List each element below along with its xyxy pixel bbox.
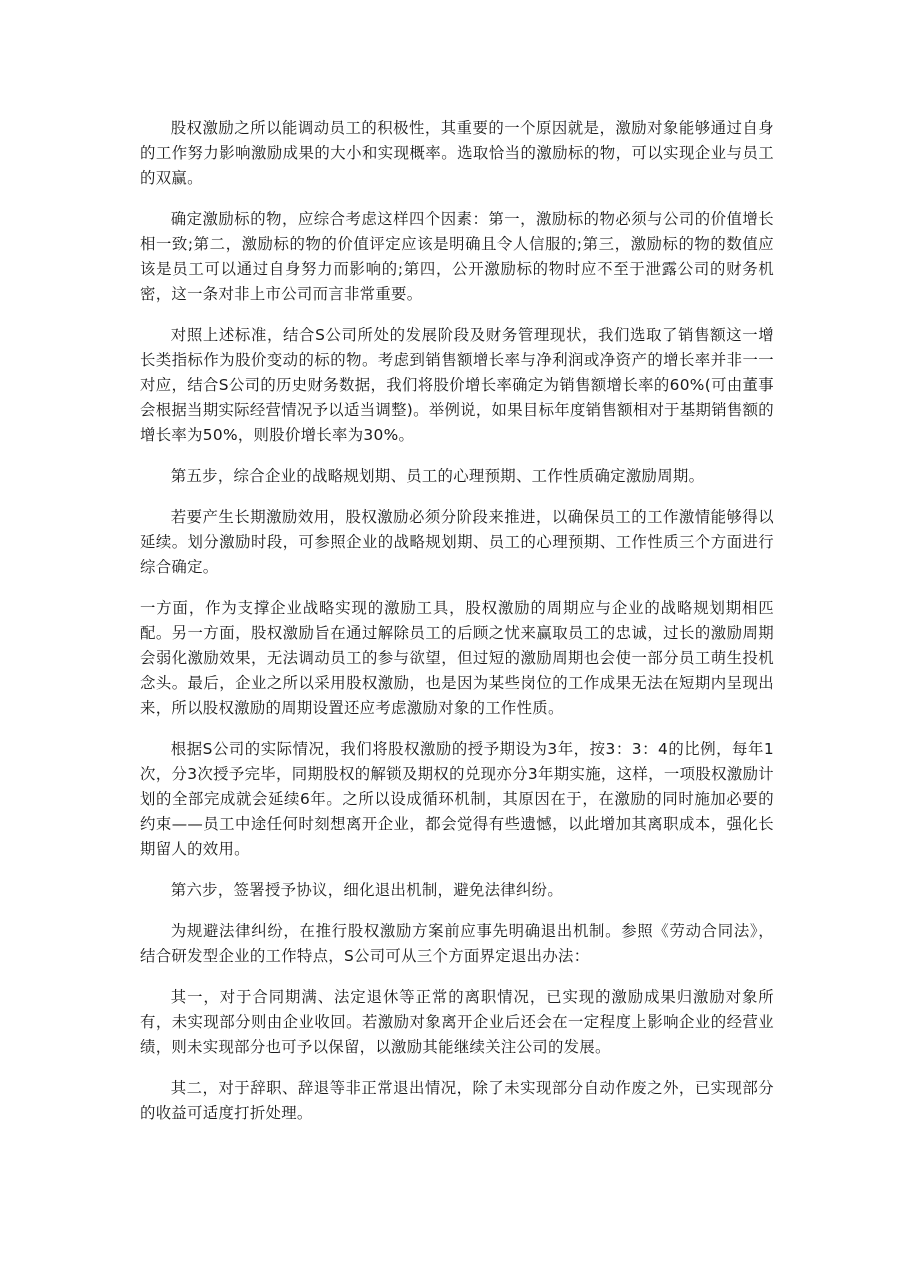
paragraph-6: 一方面，作为支撑企业战略实现的激励工具，股权激励的周期应与企业的战略规划期相匹配。另一方面，股权激励旨在通过解除员工的后顾之忧来赢取员工的忠诚，过长的激励周期会弱化激励效果，无法调动员工的参与欲望，但过短的激励周期也会使一部分员工萌生投机念头。最后，企业之所以采用股权激励，也是因为某些岗位的工作成果无法在短期内呈现出来，所以股权激励的周期设置还应考虑激励对象的工作性质。	[140, 599, 774, 717]
paragraph-8: 第六步，签署授予协议，细化退出机制，避免法律纠纷。	[170, 881, 564, 899]
paragraph-11: 其二，对于辞职、辞退等非正常退出情况，除了未实现部分自动作废之外，已实现部分的收益可适度打折处理。	[140, 1079, 774, 1122]
paragraph-3: 对照上述标准，结合S公司所处的发展阶段及财务管理现状，我们选取了销售额这一增长类指标作为股价变动的标的物。考虑到销售额增长率与净利润或净资产的增长率并非一一对应，结合S公司的历史财务数据，我们将股价增长率确定为销售额增长率的60%(可由董事会根据当期实际经营情况予以适当调整)。举例说，如果目标年度销售额相对于基期销售额的增长率为50%，则股价增长率为30%。	[140, 326, 774, 444]
document-body	[140, 116, 774, 1142]
paragraph-10: 其一，对于合同期满、法定退休等正常的离职情况，已实现的激励成果归激励对象所有，未实现部分则由企业收回。若激励对象离开企业后还会在一定程度上影响企业的经营业绩，则未实现部分也可予以保留，以激励其能继续关注公司的发展。	[140, 988, 774, 1056]
paragraph-5: 若要产生长期激励效用，股权激励必须分阶段来推进，以确保员工的工作激情能够得以延续。划分激励时段，可参照企业的战略规划期、员工的心理预期、工作性质三个方面进行综合确定。	[140, 508, 774, 576]
paragraph-4: 第五步，综合企业的战略规划期、员工的心理预期、工作性质确定激励周期。	[170, 467, 705, 485]
paragraph-2: 确定激励标的物，应综合考虑这样四个因素：第一，激励标的物必须与公司的价值增长相一致;第二，激励标的物的价值评定应该是明确且令人信服的;第三，激励标的物的数值应该是员工可以通过自身努力而影响的;第四，公开激励标的物时应不至于泄露公司的财务机密，这一条对非上市公司而言非常重要。	[140, 210, 774, 303]
paragraph-9: 为规避法律纠纷，在推行股权激励方案前应事先明确退出机制。参照《劳动合同法》，结合研发型企业的工作特点，S公司可从三个方面界定退出办法：	[140, 922, 774, 965]
paragraph-1: 股权激励之所以能调动员工的积极性，其重要的一个原因就是，激励对象能够通过自身的工作努力影响激励成果的大小和实现概率。选取恰当的激励标的物，可以实现企业与员工的双赢。	[140, 119, 774, 187]
paragraph-7: 根据S公司的实际情况，我们将股权激励的授予期设为3年，按3：3：4的比例，每年1次，分3次授予完毕，同期股权的解锁及期权的兑现亦分3年期实施，这样，一项股权激励计划的全部完成就会延续6年。之所以设成循环机制，其原因在于，在激励的同时施加必要的约束——员工中途任何时刻想离开企业，都会觉得有些遗憾，以此增加其离职成本，强化长期留人的效用。	[140, 740, 774, 858]
